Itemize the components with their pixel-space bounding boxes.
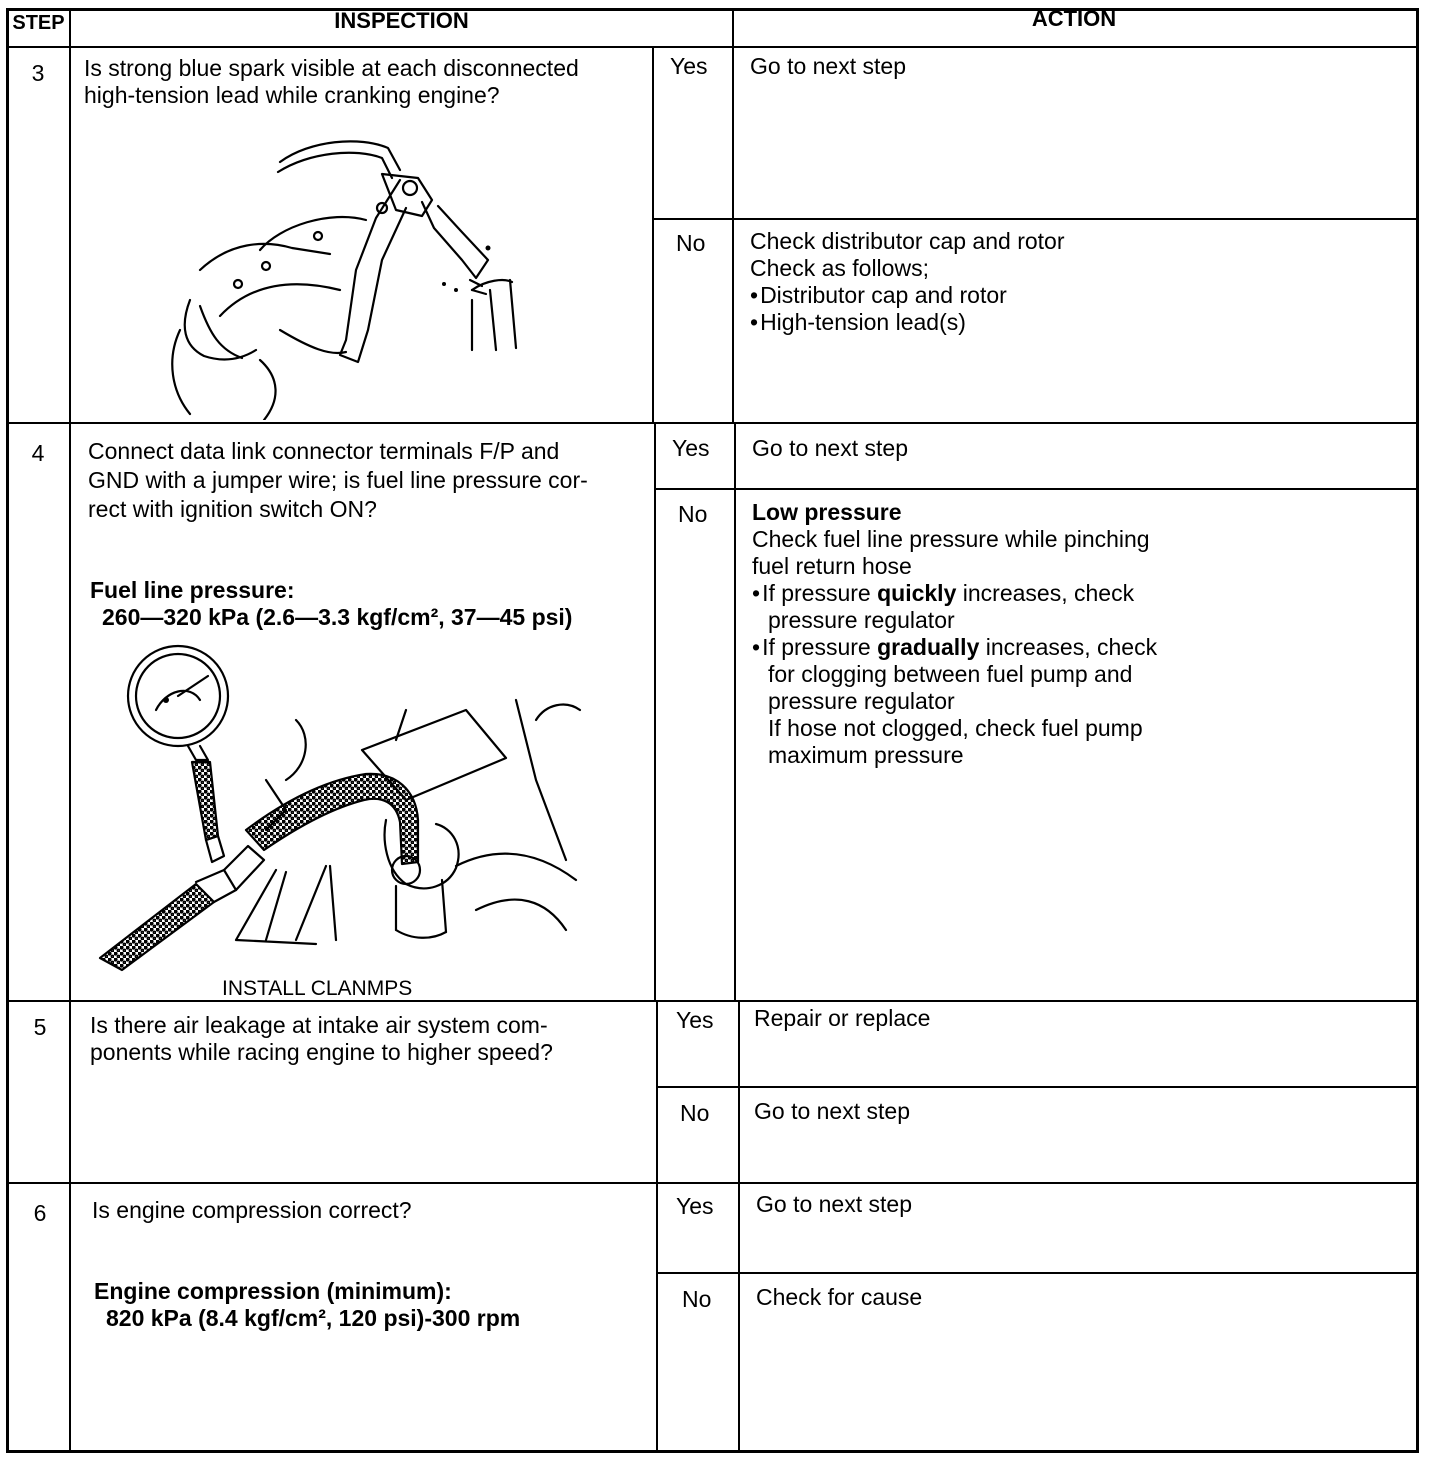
row4-yesno-split — [654, 488, 1419, 490]
spec-title: Fuel line pressure: — [90, 577, 295, 603]
action-divider-lower — [738, 1002, 740, 1453]
yesno-divider-row4 — [654, 424, 656, 1002]
yes-action: Repair or replace — [754, 1005, 931, 1031]
yes-action: Go to next step — [750, 53, 906, 79]
yes-action: Go to next step — [752, 435, 908, 461]
bullet-item: • Distributor cap and rotor — [750, 282, 1065, 309]
no-label: No — [678, 501, 708, 527]
yesno-divider-row3 — [652, 46, 654, 424]
no-action: Low pressure Check fuel line pressure while pinching fuel return hose • If pressure quickly increases, check pressure regulator • If pressure gradually increases, check for clogging between fuel pump and pressure regulator If hose not clogged, check fuel pump maximum pressure — [752, 499, 1157, 769]
no-label: No — [682, 1286, 712, 1312]
no-action: Check for cause — [756, 1284, 923, 1310]
row3-yesno-split — [652, 218, 1419, 220]
row3-bottom — [6, 422, 1419, 424]
inspection-text: Is there air leakage at intake air system com- ponents while racing engine to higher speed? — [90, 1012, 553, 1065]
inspection-text: Is engine compression correct? — [92, 1197, 412, 1223]
yes-label: Yes — [676, 1007, 714, 1033]
no-action: Check distributor cap and rotor Check as follows; • Distributor cap and rotor • High-tension lead(s) — [750, 228, 1065, 336]
header-divider — [6, 46, 1419, 48]
inspection-text: Is strong blue spark visible at each disconnected high-tension lead while cranking engine? — [84, 55, 579, 108]
no-label: No — [680, 1100, 710, 1126]
no-action: Go to next step — [754, 1098, 910, 1124]
action-divider-row4 — [734, 424, 736, 1002]
spec-value: 820 kPa (8.4 kgf/cm², 120 psi)-300 rpm — [106, 1305, 521, 1331]
yes-label: Yes — [672, 435, 710, 461]
step-number: 6 — [33, 1200, 47, 1226]
row6-yesno-split — [656, 1272, 1419, 1274]
row5-bottom — [6, 1182, 1419, 1184]
row5-yesno-split — [656, 1086, 1419, 1088]
figure-caption: INSTALL CLANMPS — [222, 977, 413, 1000]
spark-test-illustration — [160, 130, 560, 420]
spec-title: Engine compression (minimum): — [94, 1278, 452, 1304]
no-label: No — [676, 230, 706, 256]
step-number: 3 — [31, 60, 45, 86]
yes-action: Go to next step — [756, 1191, 912, 1217]
inspection-text: Connect data link connector terminals F/P and GND with a jumper wire; is fuel line pressure cor- rect with ignition switch ON? — [88, 438, 588, 522]
row4-bottom — [6, 1000, 1419, 1002]
bullet-item: • If pressure gradually increases, check — [752, 634, 1157, 661]
bullet-item: • High-tension lead(s) — [750, 309, 1065, 336]
yes-label: Yes — [676, 1193, 714, 1219]
spec-value: 260—320 kPa (2.6—3.3 kgf/cm², 37—45 psi) — [102, 604, 573, 630]
action-divider-row3 — [732, 46, 734, 424]
fuel-pressure-gauge-illustration — [96, 640, 596, 975]
step-number: 5 — [33, 1014, 47, 1040]
no-heading: Low pressure — [752, 499, 902, 525]
bullet-item: • If pressure quickly increases, check — [752, 580, 1157, 607]
header-step: STEP — [12, 12, 65, 34]
step-number: 4 — [31, 440, 45, 466]
yes-label: Yes — [670, 53, 708, 79]
step-column-divider — [69, 8, 71, 1453]
header-inspection: INSPECTION — [334, 8, 469, 33]
header-action: ACTION — [1031, 6, 1117, 31]
yesno-divider-lower — [656, 1002, 658, 1453]
